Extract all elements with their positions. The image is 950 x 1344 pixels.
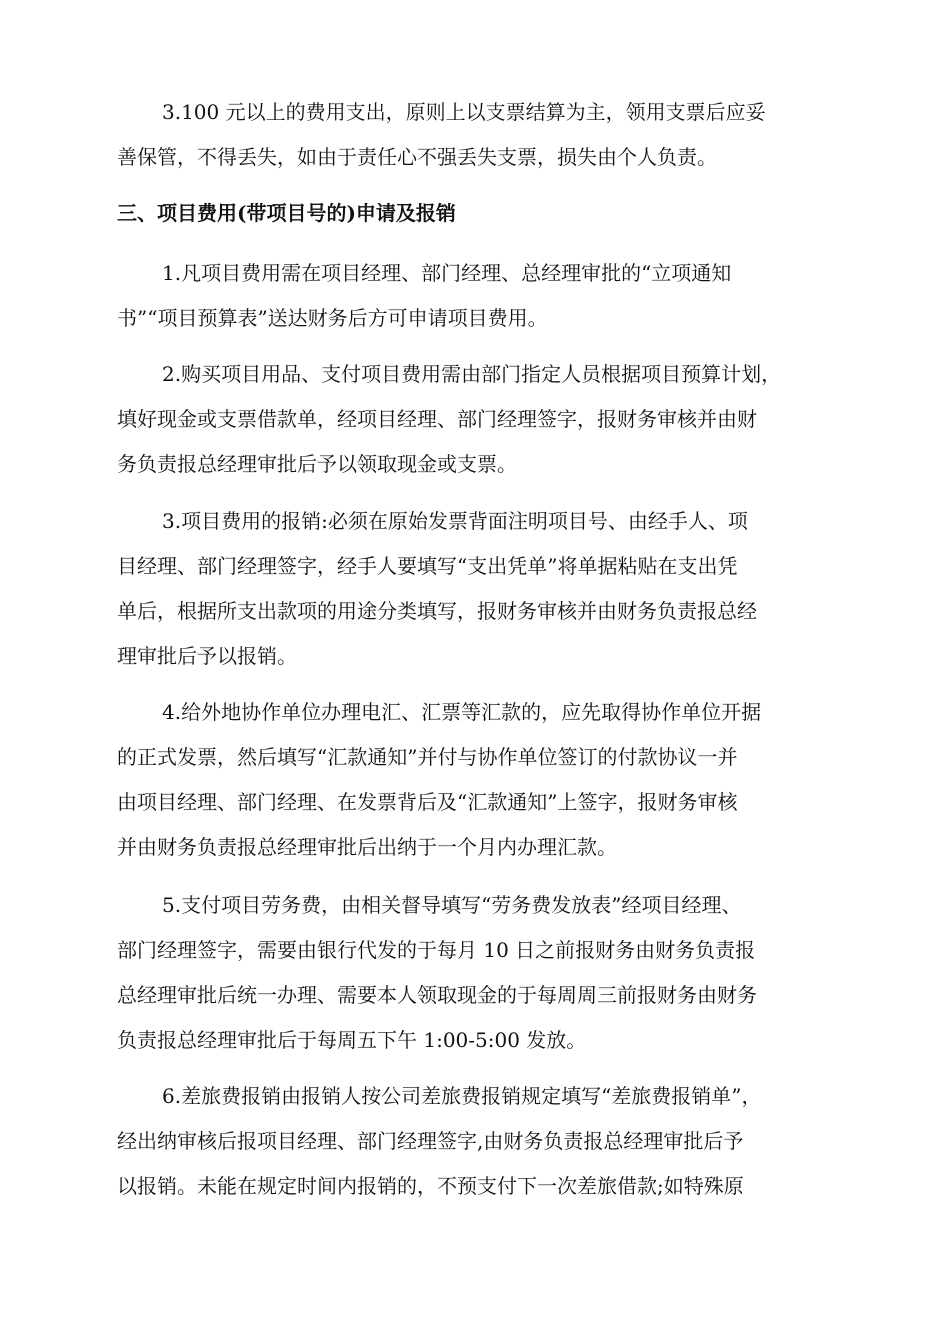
text-line: 理审批后予以报销。: [117, 644, 297, 668]
text-line: 填好现金或支票借款单，经项目经理、部门经理签字，报财务审核并由财: [117, 407, 757, 431]
paragraph-item-1: [117, 251, 847, 341]
text-line: 部门经理签字，需要由银行代发的于每月 10 日之前报财务由财务负责报: [117, 938, 756, 962]
paragraph-item-4: [117, 690, 847, 870]
text-line: 总经理审批后统一办理、需要本人领取现金的于每周周三前报财务由财务: [117, 983, 757, 1007]
text-line: 以报销。未能在规定时间内报销的，不预支付下一次差旅借款;如特殊原: [117, 1174, 744, 1198]
text-line: 书”“项目预算表”送达财务后方可申请项目费用。: [117, 306, 548, 330]
text-line: 3.100 元以上的费用支出，原则上以支票结算为主，领用支票后应妥: [162, 100, 766, 124]
text-line: 并由财务负责报总经理审批后出纳于一个月内办理汇款。: [117, 835, 617, 859]
text-line: 5.支付项目劳务费，由相关督导填写“劳务费发放表”经项目经理、: [162, 893, 742, 917]
text-line: 善保管，不得丢失，如由于责任心不强丢失支票，损失由个人负责。: [117, 145, 717, 169]
text-line: 由项目经理、部门经理、在发票背后及“汇款通知”上签字，报财务审核: [117, 790, 738, 814]
text-line: 4.给外地协作单位办理电汇、汇票等汇款的，应先取得协作单位开据: [162, 700, 762, 724]
text-line: 1.凡项目费用需在项目经理、部门经理、总经理审批的“立项通知: [162, 261, 732, 285]
text-line: 3.项目费用的报销:必须在原始发票背面注明项目号、由经手人、项: [162, 509, 748, 533]
paragraph-item-6: [117, 1074, 847, 1209]
text-line: 负责报总经理审批后于每周五下午 1:00-5:00 发放。: [117, 1028, 587, 1052]
text-line: 目经理、部门经理签字，经手人要填写“支出凭单”将单据粘贴在支出凭: [117, 554, 738, 578]
text-line: 6.差旅费报销由报销人按公司差旅费报销规定填写“差旅费报销单”，: [162, 1084, 762, 1108]
text-line: 2.购买项目用品、支付项目费用需由部门指定人员根据项目预算计划，: [162, 362, 782, 386]
paragraph-item-5: [117, 883, 847, 1063]
text-line: 经出纳审核后报项目经理、部门经理签字,由财务负责报总经理审批后予: [117, 1129, 744, 1153]
paragraph-item-3-cheque: [117, 90, 847, 180]
text-line: 务负责报总经理审批后予以领取现金或支票。: [117, 452, 517, 476]
paragraph-item-2: [117, 352, 847, 487]
paragraph-item-3: [117, 499, 847, 679]
section-heading: 三、项目费用(带项目号的)申请及报销: [117, 201, 456, 225]
text-line: 的正式发票，然后填写“汇款通知”并付与协作单位签订的付款协议一并: [117, 745, 738, 769]
text-line: 单后，根据所支出款项的用途分类填写，报财务审核并由财务负责报总经: [117, 599, 757, 623]
